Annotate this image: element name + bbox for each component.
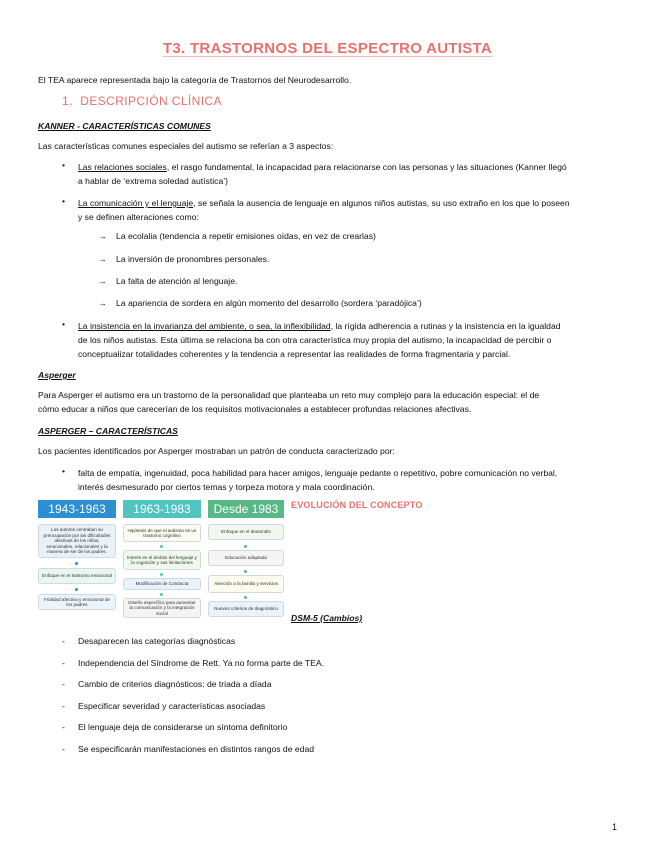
kanner-bullet-3-text: , la rígida adherencia a rutinas y la insistencia en la igualdad: [330, 321, 561, 331]
dsm-item: Especificar severidad y características asociadas: [78, 701, 266, 711]
dsm-item: Independencia del Síndrome de Rett. Ya no forma parte de TEA.: [78, 658, 325, 668]
connector-dot: [75, 588, 78, 591]
arrow-icon: →: [98, 254, 107, 264]
period-2-box-4: Diseño específico para aumentar la comunicación y la integración social: [123, 598, 201, 618]
kanner-bullet-3-line2: de los niños autistas. Esta última se relaciona ba con otra característica muy propia del autismo, la incapacidad de percibir o: [78, 335, 552, 345]
kanner-bullet-3: [78, 319, 618, 361]
period-1943-1963: 1943-1963: [38, 500, 116, 518]
period-3-box-2: Educación adaptada: [208, 550, 284, 566]
period-1-box-2: Enfoque en el trastorno emocional: [38, 568, 116, 584]
period-2-box-3: Modificación de Conducta: [123, 578, 201, 590]
arrow-icon: →: [98, 231, 107, 241]
timeline-column-1963: [123, 500, 201, 616]
bullet-dot: •: [62, 160, 66, 170]
arrow-item: La ecolalia (tendencia a repetir emisiones oídas, en vez de crearlas): [116, 231, 376, 241]
period-3-box-1: Enfoque en el desarrollo: [208, 524, 284, 540]
asperger-line-1: Para Asperger el autismo era un trastorno de la personalidad que planteaba un reto muy complejo para la educación especial: el de: [38, 390, 540, 400]
section-heading: [62, 94, 222, 108]
dsm-item: Cambio de criterios diagnósticos: de triada a díada: [78, 679, 272, 689]
section-number: 1.: [62, 94, 73, 108]
asperger-paragraph: [38, 388, 618, 416]
connector-dot: [160, 593, 163, 596]
asperger-bullet-line-2: interés desmesurado por ciertos temas y torpeza motora y mala coordinación.: [78, 482, 375, 492]
period-2-box-1: Hipótesis de que el autismo es un trastorno cognitivo: [123, 524, 201, 542]
kanner-heading: KANNER - CARACTERÍSTICAS COMUNES: [38, 121, 211, 131]
bullet-dot: •: [62, 196, 66, 206]
dsm5-heading: DSM-5 (Cambios): [291, 613, 363, 623]
dsm-item: El lenguaje deja de considerarse un síntoma definitorio: [78, 722, 288, 732]
kanner-lead: Las características comunes especiales del autismo se referían a 3 aspectos:: [38, 141, 334, 151]
connector-dot: [244, 570, 247, 573]
intro-paragraph: El TEA aparece representada bajo la categoría de Trastornos del Neurodesarrollo.: [38, 75, 352, 85]
document-title: T3. TRASTORNOS DEL ESPECTRO AUTISTA: [162, 40, 493, 57]
asperger-characteristics-lead: Los pacientes identificados por Asperger mostraban un patrón de conducta caracterizado por:: [38, 446, 395, 456]
timeline-column-1943: [38, 500, 116, 607]
dsm-item: Se especificarán manifestaciones en distintos rangos de edad: [78, 744, 314, 754]
dash-marker: -: [62, 701, 65, 711]
dash-marker: -: [62, 722, 65, 732]
connector-dot: [160, 545, 163, 548]
evolution-diagram: [38, 500, 284, 618]
asperger-line-2: cómo educar a niños que carecerían de los requisitos motivacionales a establecer profundas relaciones afectivas.: [38, 404, 472, 414]
period-1-box-3: Frialdad afectiva y emocional de los padres: [38, 594, 116, 610]
connector-dot: [160, 573, 163, 576]
dsm-item: Desaparecen las categorías diagnósticas: [78, 636, 236, 646]
kanner-bullet-1-term: Las relaciones sociales: [78, 162, 167, 172]
dash-marker: -: [62, 679, 65, 689]
kanner-bullet-2-text: , se señala la ausencia de lenguaje en algunos niños autistas, su uso extraño en los que lo poseen: [193, 198, 570, 208]
kanner-bullet-3-line3: conceptualizar totalidades coherentes y la tendencia a representar las realidades de forma fragmentaria y parcial.: [78, 349, 511, 359]
period-3-box-4: Nuevos criterios de diagnóstico: [208, 601, 284, 617]
kanner-bullet-2-term: La comunicación y el lenguaje: [78, 198, 194, 208]
kanner-bullet-2: [78, 196, 618, 224]
kanner-bullet-1-text: , el rasgo fundamental, la incapacidad para relacionarse con las personas y las situaciones (Kanner llegó: [166, 162, 567, 172]
period-3-box-3: Atención a la familia y servicios: [208, 575, 284, 593]
arrow-item: La inversión de pronombres personales.: [116, 254, 270, 264]
bullet-dot: •: [62, 466, 66, 476]
dash-marker: -: [62, 658, 65, 668]
diagram-title: EVOLUCIÓN DEL CONCEPTO: [291, 500, 423, 510]
arrow-item: La apariencia de sordera en algún momento del desarrollo (sordera ‘paradójica’): [116, 298, 422, 308]
section-title: DESCRIPCIÓN CLÍNICA: [80, 94, 222, 108]
page-number: 1: [611, 822, 617, 832]
asperger-heading: Asperger: [38, 370, 76, 380]
period-2-box-2: Interés en el ámbito del lenguaje y la cognición y sus limitaciones: [123, 550, 201, 570]
period-1963-1983: 1963-1983: [123, 500, 201, 518]
kanner-bullet-1: [78, 160, 618, 188]
connector-dot: [75, 562, 78, 565]
kanner-bullet-3-term: La insistencia en la invarianza del ambiente, o sea, la inflexibilidad: [78, 321, 331, 331]
period-1-box-1: Los autores centraban su preocupación por las dificultades afectivas de los niños, emocionales, relacionales y la manera de ser de los padres.: [38, 524, 116, 558]
connector-dot: [244, 545, 247, 548]
dash-marker: -: [62, 744, 65, 754]
kanner-bullet-2-line2: y se definen alteraciones como:: [78, 212, 199, 222]
timeline-column-1983: [208, 500, 284, 612]
asperger-characteristics-heading: ASPERGER – CARACTERÍSTICAS: [38, 426, 178, 436]
kanner-bullet-1-line2: a hablar de ‘extrema soledad autística’): [78, 176, 228, 186]
asperger-bullet-line-1: falta de empatía, ingenuidad, poca habilidad para hacer amigos, lenguaje pedante o repetitivo, pobre comunicación no verbal,: [78, 468, 558, 478]
bullet-dot: •: [62, 319, 66, 329]
period-desde-1983: Desde 1983: [208, 500, 284, 518]
connector-dot: [244, 596, 247, 599]
asperger-characteristics-bullet: [78, 466, 618, 494]
dash-marker: -: [62, 636, 65, 646]
arrow-icon: →: [98, 276, 107, 286]
arrow-icon: →: [98, 298, 107, 308]
arrow-item: La falta de atención al lenguaje.: [116, 276, 238, 286]
